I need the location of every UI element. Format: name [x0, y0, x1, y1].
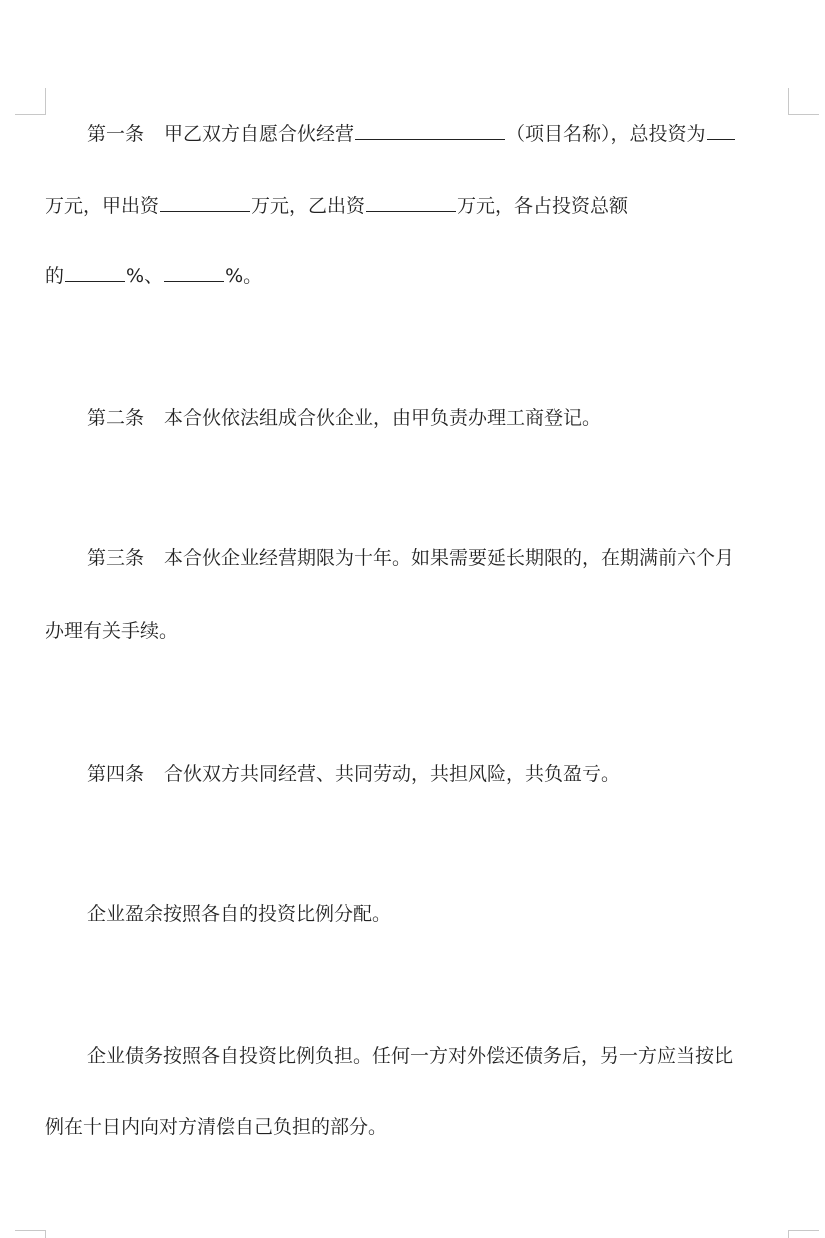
article-1-text-5: 万元，各占投资总额 — [457, 195, 629, 217]
article-1-line-3 — [45, 261, 790, 291]
paragraph-debt-text-2: 例在十日内向对方清偿自己负担的部分。 — [45, 1116, 388, 1138]
crop-mark-top-right — [788, 88, 819, 115]
article-1-text-4: 万元，乙出资 — [251, 195, 366, 217]
article-3-text-1: 本合伙企业经营期限为十年。如果需要延长期限的，在期满前六个月 — [164, 547, 735, 569]
crop-mark-top-left — [15, 88, 46, 115]
paragraph-debt-line-2 — [45, 1112, 790, 1142]
blank-party-a-investment[interactable] — [160, 191, 250, 212]
article-1-text-6: 的 — [45, 265, 65, 287]
blank-party-a-percent[interactable] — [65, 261, 125, 282]
paragraph-surplus — [45, 899, 825, 929]
article-1-text-2: （项目名称），总投资为 — [506, 123, 706, 145]
blank-project-name[interactable] — [355, 119, 505, 140]
article-1-text-1: 甲乙双方自愿合伙经营 — [164, 123, 355, 145]
paragraph-debt-line-1 — [45, 1041, 825, 1071]
paragraph-debt-text-1: 企业债务按照各自投资比例负担。任何一方对外偿还债务后，另一方应当按比 — [87, 1045, 734, 1067]
article-4 — [45, 759, 825, 789]
article-3-line-2 — [45, 616, 790, 646]
article-1-text-8: %。 — [225, 265, 263, 287]
article-1-label: 第一条 — [87, 123, 145, 145]
article-2 — [45, 403, 825, 433]
article-1-text-7: %、 — [126, 265, 164, 287]
blank-total-investment[interactable] — [707, 119, 735, 140]
article-2-label: 第二条 — [87, 407, 145, 429]
article-2-text: 本合伙依法组成合伙企业，由甲负责办理工商登记。 — [164, 407, 602, 429]
article-4-label: 第四条 — [87, 763, 145, 785]
blank-party-b-percent[interactable] — [164, 261, 224, 282]
article-3-text-2: 办理有关手续。 — [45, 620, 179, 642]
article-1-line-2 — [45, 191, 790, 221]
paragraph-surplus-text: 企业盈余按照各自的投资比例分配。 — [87, 903, 392, 925]
blank-party-b-investment[interactable] — [366, 191, 456, 212]
article-3-line-1 — [45, 543, 825, 573]
article-1-line-1 — [45, 119, 825, 149]
article-4-text: 合伙双方共同经营、共同劳动，共担风险，共负盈亏。 — [164, 763, 621, 785]
article-1-text-3: 万元，甲出资 — [45, 195, 160, 217]
article-3-label: 第三条 — [87, 547, 145, 569]
